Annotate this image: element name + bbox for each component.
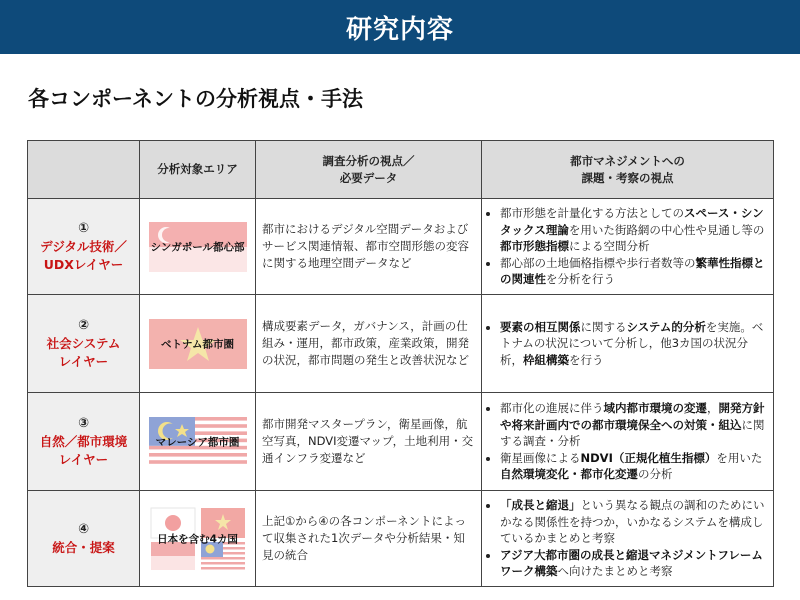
focus-bullet	[500, 319, 767, 369]
focus-cell	[482, 393, 774, 491]
page-title: 研究内容	[345, 14, 454, 45]
emphasis-text: アジア大都市圏の成長と縮退マネジメントフレームワーク構築	[500, 547, 763, 579]
emphasis-text: 開発方針や将来計画内での都市環境保全への対策・組込	[500, 401, 765, 432]
emphasis-text: NDVI（正規化植生指標）	[580, 450, 717, 465]
focus-bullet	[500, 547, 767, 580]
row-number: ④	[77, 521, 89, 537]
category-line: 自然／都市環境	[39, 433, 128, 449]
section-subtitle: 各コンポーネントの分析視点・手法	[28, 87, 363, 111]
emphasis-text: 要素の相互関係	[500, 319, 581, 334]
area-cell	[140, 393, 256, 491]
bullet-text: へ向けたまとめと考察	[557, 564, 673, 579]
focus-cell	[482, 491, 774, 587]
singapore-flag-icon	[149, 222, 247, 272]
category-cell	[28, 491, 140, 587]
focus-bullet	[500, 497, 767, 547]
table-row	[28, 295, 774, 393]
area-label: 日本を含む4カ国	[157, 533, 238, 545]
emphasis-text: 枠組構築	[523, 352, 569, 367]
japan-flag-icon	[149, 506, 247, 572]
focus-bullet	[500, 205, 767, 255]
focus-cell	[482, 295, 774, 393]
category-cell	[28, 199, 140, 295]
area-label: シンガポール都心部	[150, 241, 245, 253]
data-cell: 上記①から④の各コンポーネントによって収集された1次データや分析結果・知見の統合	[256, 491, 482, 587]
category-line: 統合・提案	[52, 539, 115, 555]
vietnam-flag-icon	[149, 319, 247, 369]
bullet-text: 都市化の進展に伴う	[500, 401, 604, 416]
header-empty-cell	[28, 141, 140, 199]
area-cell	[140, 491, 256, 587]
emphasis-text: 「成長と縮退」	[500, 498, 581, 513]
category-line: レイヤー	[58, 451, 109, 467]
area-label: ベトナム都市圏	[161, 338, 234, 350]
bullet-text: 都心部の土地価格指標や歩行者数等の	[500, 255, 696, 270]
area-cell	[140, 295, 256, 393]
emphasis-text: 自然環境変化・都市化変遷	[500, 467, 638, 482]
focus-bullet	[500, 400, 767, 450]
emphasis-text: システム的分析	[626, 319, 706, 334]
emphasis-text: 域内都市環境の変遷	[603, 401, 707, 416]
category-line: UDXレイヤー	[43, 256, 124, 272]
emphasis-text: 都市形態指標	[500, 239, 569, 254]
component-table	[27, 140, 774, 587]
table-row	[28, 491, 774, 587]
category-line: レイヤー	[58, 353, 109, 369]
bullet-text: を実施。ベトナムの状況について分析し，他3カ国の状況分析，	[500, 319, 764, 367]
bullet-text: による空間分析	[569, 239, 650, 254]
data-cell: 都市開発マスタープラン，衛星画像，航空写真，NDVI変遷マップ，土地利用・交通インフラ変遷など	[256, 393, 482, 491]
row-number: ②	[77, 317, 89, 333]
title-bar	[0, 0, 800, 54]
category-line: デジタル技術／	[40, 238, 127, 254]
area-label: マレーシア都市圏	[155, 436, 240, 448]
header-area: 分析対象エリア	[140, 141, 256, 199]
table-row	[28, 199, 774, 295]
row-number: ①	[77, 220, 89, 236]
category-line: 社会システム	[46, 335, 121, 351]
focus-cell	[482, 199, 774, 295]
category-cell	[28, 393, 140, 491]
data-cell: 都市におけるデジタル空間データおよびサービス関連情報、都市空間形態の変容に関する地理空間データなど	[256, 199, 482, 295]
focus-bullet	[500, 450, 767, 483]
table-row	[28, 393, 774, 491]
bullet-text: に関する	[580, 319, 627, 334]
table-header-row	[28, 141, 774, 199]
bullet-text: の分析	[638, 467, 673, 482]
bullet-text: を用いた街路網の中心性や見通し等の	[568, 222, 765, 237]
bullet-text: を用いた	[716, 450, 763, 465]
area-cell	[140, 199, 256, 295]
emphasis-text: 繁華性指標との関連性	[500, 255, 765, 287]
bullet-text: ，	[707, 401, 719, 416]
header-focus: 都市マネジメントへの 課題・考察の視点	[482, 141, 774, 199]
bullet-text: を行う	[569, 352, 604, 367]
bullet-text: に関する調査・分析	[500, 417, 765, 449]
row-number: ③	[77, 415, 89, 431]
malaysia-flag-icon	[149, 417, 247, 467]
bullet-text: 都市形態を計量化する方法としての	[500, 206, 684, 221]
bullet-text: という異なる観点の調和のためにいかなる関係性を持つか，いかなるシステムを構成しているかまとめと考察	[500, 498, 765, 546]
header-data: 調査分析の視点／ 必要データ	[256, 141, 482, 199]
emphasis-text: スペース・シンタックス理論	[500, 206, 764, 237]
data-cell: 構成要素データ，ガバナンス，計画の仕組み・運用，都市政策，産業政策，開発の状況，都市問題の発生と改善状況など	[256, 295, 482, 393]
bullet-text: を分析を行う	[546, 272, 615, 287]
category-cell	[28, 295, 140, 393]
focus-bullet	[500, 255, 767, 288]
bullet-text: 衛星画像による	[500, 450, 581, 465]
